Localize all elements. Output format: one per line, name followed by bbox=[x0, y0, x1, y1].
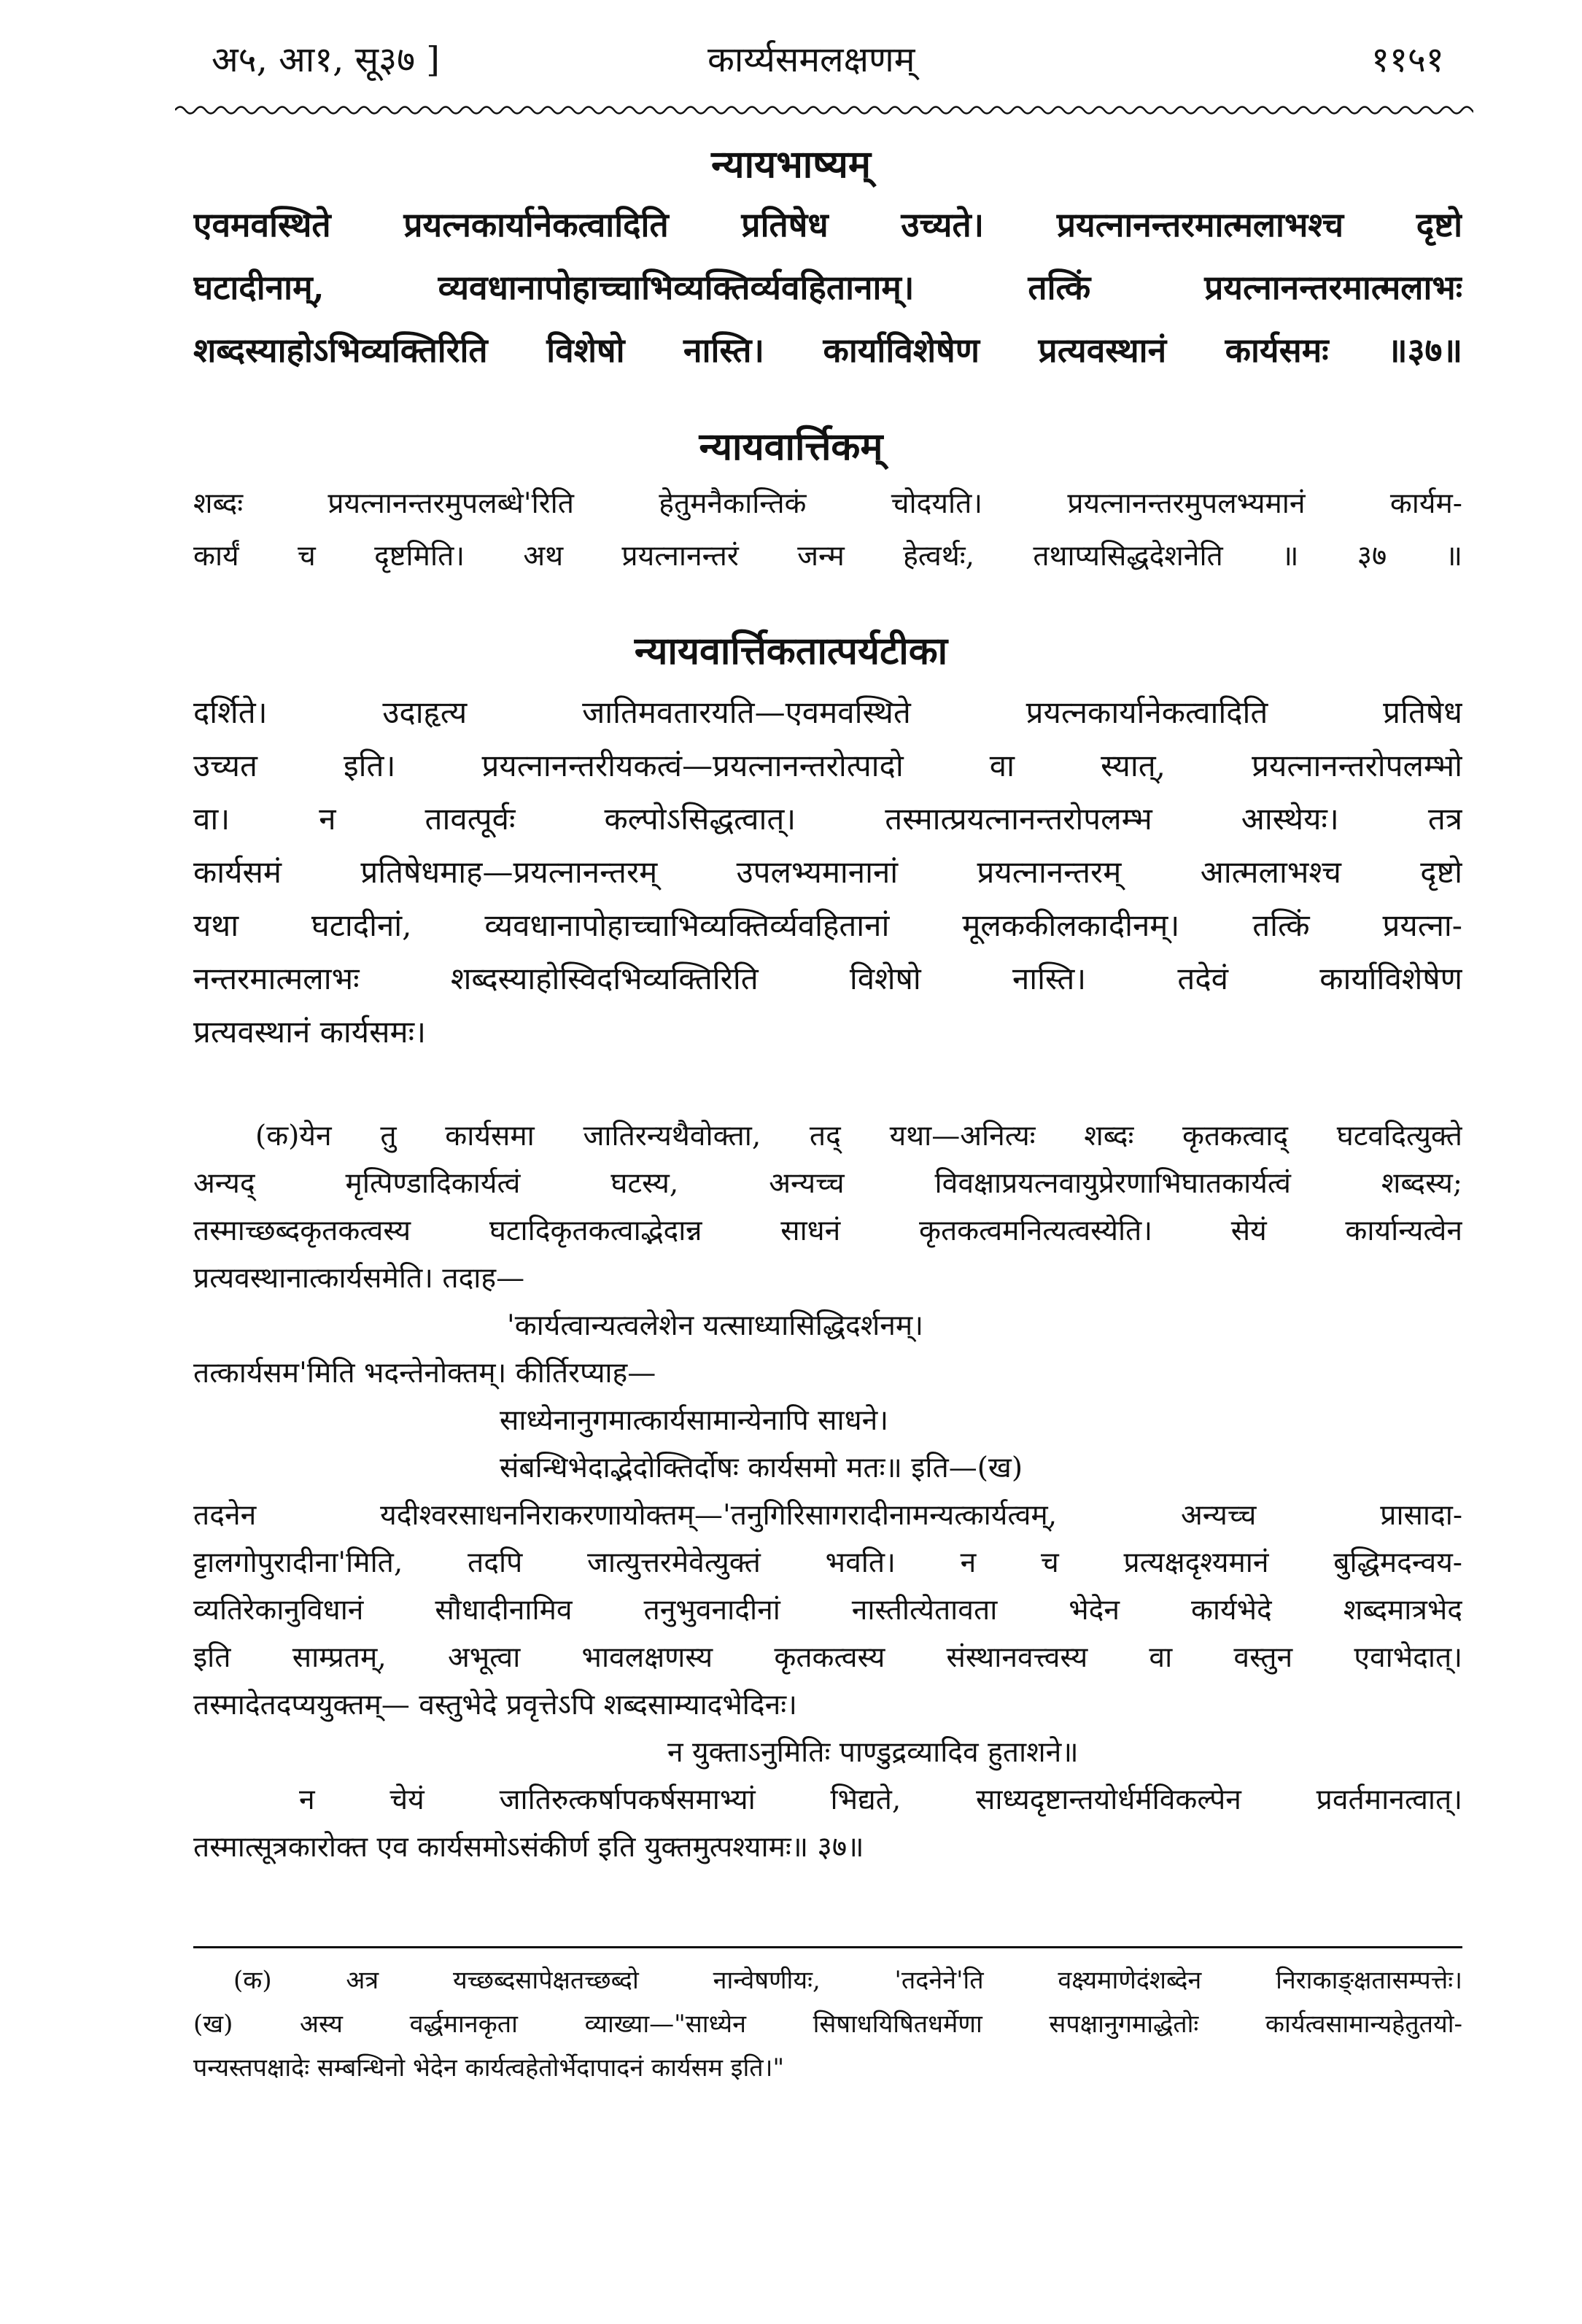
tika-line: दर्शिते। उदाहृत्य जातिमवतारयति—एवमवस्थिते प्रयत्नकार्यानेकत्वादिति प्रतिषेध bbox=[193, 694, 1462, 730]
tika-line: उच्यत इति। प्रयत्नानन्तरीयकत्वं—प्रयत्नानन्तरोत्पादो वा स्यात्, प्रयत्नानन्तरोपलम्भो bbox=[193, 748, 1462, 783]
commentary-line: न चेयं जातिरुत्कर्षापकर्षसमाभ्यां भिद्यते, साध्यदृष्टान्तयोर्धर्मविकल्पेन प्रवर्तमानत्वात्। bbox=[299, 1783, 1462, 1816]
tika-line: नन्तरमात्मलाभः शब्दस्याहोस्विदभिव्यक्तिरिति विशेषो नास्ति। तदेवं कार्याविशेषेण bbox=[193, 961, 1462, 996]
bhasya-line: एवमवस्थिते प्रयत्नकार्यानेकत्वादिति प्रतिषेध उच्यते। प्रयत्नानन्तरमात्मलाभश्च दृष्टो bbox=[193, 205, 1462, 244]
commentary-line: प्रत्यवस्थानात्कार्यसमेति। तदाह— bbox=[193, 1262, 525, 1295]
commentary-line: ट्टालगोपुरादीना'मिति, तदपि जात्युत्तरमेवेत्युक्तं भवति। न च प्रत्यक्षदृश्यमानं बुद्धिमदन्वय- bbox=[193, 1546, 1462, 1579]
tika-line: प्रत्यवस्थानं कार्यसमः। bbox=[193, 1014, 427, 1050]
header-wavy-rule bbox=[175, 102, 1473, 118]
running-head-title: कार्य्यसमलक्षणम् bbox=[707, 39, 915, 80]
quoted-verse: न युक्ताऽनुमितिः पाण्डुद्रव्यादिव हुताशने॥ bbox=[667, 1736, 1079, 1769]
quoted-verse: संबन्धिभेदाद्भेदोक्तिर्दोषः कार्यसमो मतः॥ इति—(ख) bbox=[500, 1452, 1023, 1484]
commentary-line: तत्कार्यसम'मिति भदन्तेनोक्तम्। कीर्तिरप्याह— bbox=[193, 1357, 656, 1390]
footnote-line: (ख) अस्य वर्द्धमानकृता व्याख्या—"साध्येन सिषाधयिषितधर्मेणा सपक्षानुगमाद्धेतोः कार्यत्वसामान्यहेतुतयो- bbox=[193, 2010, 1462, 2039]
page-number: ११५१ bbox=[1371, 39, 1444, 80]
commentary-line: (क)येन तु कार्यसमा जातिरन्यथैवोक्ता, तद् यथा—अनित्यः शब्दः कृतकत्वाद् घटवदित्युक्ते bbox=[255, 1120, 1462, 1153]
commentary-line: व्यतिरेकानुविधानं सौधादीनामिव तनुभुवनादीनां नास्तीत्येतावता भेदेन कार्यभेदे शब्दमात्रभेद bbox=[193, 1594, 1462, 1627]
footnote-line: (क) अत्र यच्छब्दसापेक्षतच्छब्दो नान्वेषणीयः, 'तदनेने'ति वक्ष्यमाणेदंशब्देन निराकाङ्क्षतासम्पत्तेः। bbox=[233, 1966, 1462, 1995]
tika-text bbox=[193, 686, 1462, 1058]
vartika-line: शब्दः प्रयत्नानन्तरमुपलब्धे'रिति हेतुमनैकान्तिकं चोदयति। प्रयत्नानन्तरमुपलभ्यमानं कार्यम- bbox=[193, 487, 1462, 520]
commentary-line: तस्मादेतदप्ययुक्तम्— वस्तुभेदे प्रवृत्तेऽपि शब्दसाम्यादभेदिनः। bbox=[193, 1689, 797, 1721]
vartika-text bbox=[193, 478, 1462, 583]
tika-line: यथा घटादीनां, व्यवधानापोहाच्चाभिव्यक्तिर्व्यवहितानां मूलककीलकादीनम्। तत्किं प्रयत्ना- bbox=[193, 907, 1462, 943]
quoted-verse: साध्येनानुगमात्कार्यसामान्येनापि साधने। bbox=[500, 1404, 889, 1437]
tika-line: कार्यसमं प्रतिषेधमाह—प्रयत्नानन्तरम् उपलभ्यमानानां प्रयत्नानन्तरम् आत्मलाभश्च दृष्टो bbox=[193, 854, 1462, 890]
quoted-verse: 'कार्यत्वान्यत्वलेशेन यत्साध्यासिद्धिदर्शनम्। bbox=[507, 1309, 923, 1342]
commentary-line: तदनेन यदीश्वरसाधननिराकरणायोक्तम्—'तनुगिरिसागरादीनामन्यत्कार्यत्वम्, अन्यच्च प्रासादा- bbox=[193, 1499, 1462, 1532]
footnotes bbox=[193, 1959, 1462, 2090]
commentary-text bbox=[193, 1112, 1462, 1871]
commentary-line: अन्यद् मृत्पिण्डादिकार्यत्वं घटस्य, अन्यच्च विवक्षाप्रयत्नवायुप्रेरणाभिघातकार्यत्वं शब्दस्य; bbox=[193, 1167, 1462, 1200]
bhasya-line: घटादीनाम्, व्यवधानापोहाच्चाभिव्यक्तिर्व्यवहितानाम्। तत्किं प्रयत्नानन्तरमात्मलाभः bbox=[193, 268, 1462, 307]
commentary-line: तस्माच्छब्दकृतकत्वस्य घटादिकृतकत्वाद्भेदान्न साधनं कृतकत्वमनित्यत्वस्येति। सेयं कार्यान्यत्वेन bbox=[193, 1215, 1462, 1247]
footnote-divider bbox=[193, 1946, 1462, 1948]
commentary-line: इति साम्प्रतम्, अभूत्वा भावलक्षणस्य कृतकत्वस्य संस्थानवत्त्वस्य वा वस्तुन एवाभेदात्। bbox=[193, 1641, 1462, 1674]
section-title-vartika: न्यायवार्त्तिकम् bbox=[699, 425, 883, 469]
running-head-reference: अ५, आ१, सू३७ ] bbox=[212, 39, 441, 80]
commentary-line: तस्मात्सूत्रकारोक्त एव कार्यसमोऽसंकीर्ण इति युक्तमुत्पश्यामः॥ ३७॥ bbox=[193, 1831, 864, 1864]
section-title-tika: न्यायवार्त्तिकतात्पर्यटीका bbox=[634, 629, 948, 673]
tika-line: वा। न तावत्पूर्वः कल्पोऽसिद्धत्वात्। तस्मात्प्रयत्नानन्तरोपलम्भ आस्थेयः। तत्र bbox=[193, 801, 1462, 837]
bhasya-text bbox=[193, 193, 1462, 381]
section-title-bhasya: न्यायभाष्यम् bbox=[711, 142, 871, 187]
footnote-line: पन्यस्तपक्षादेः सम्बन्धिनो भेदेन कार्यत्वहेतोर्भेदापादनं कार्यसम इति।" bbox=[193, 2053, 785, 2083]
bhasya-line: शब्दस्याहोऽभिव्यक्तिरिति विशेषो नास्ति। कार्याविशेषेण प्रत्यवस्थानं कार्यसमः ॥३७॥ bbox=[193, 330, 1462, 370]
vartika-line: कार्यं च दृष्टमिति। अथ प्रयत्नानन्तरं जन्म हेत्वर्थः, तथाप्यसिद्धदेशनेति ॥ ३७ ॥ bbox=[193, 540, 1462, 573]
